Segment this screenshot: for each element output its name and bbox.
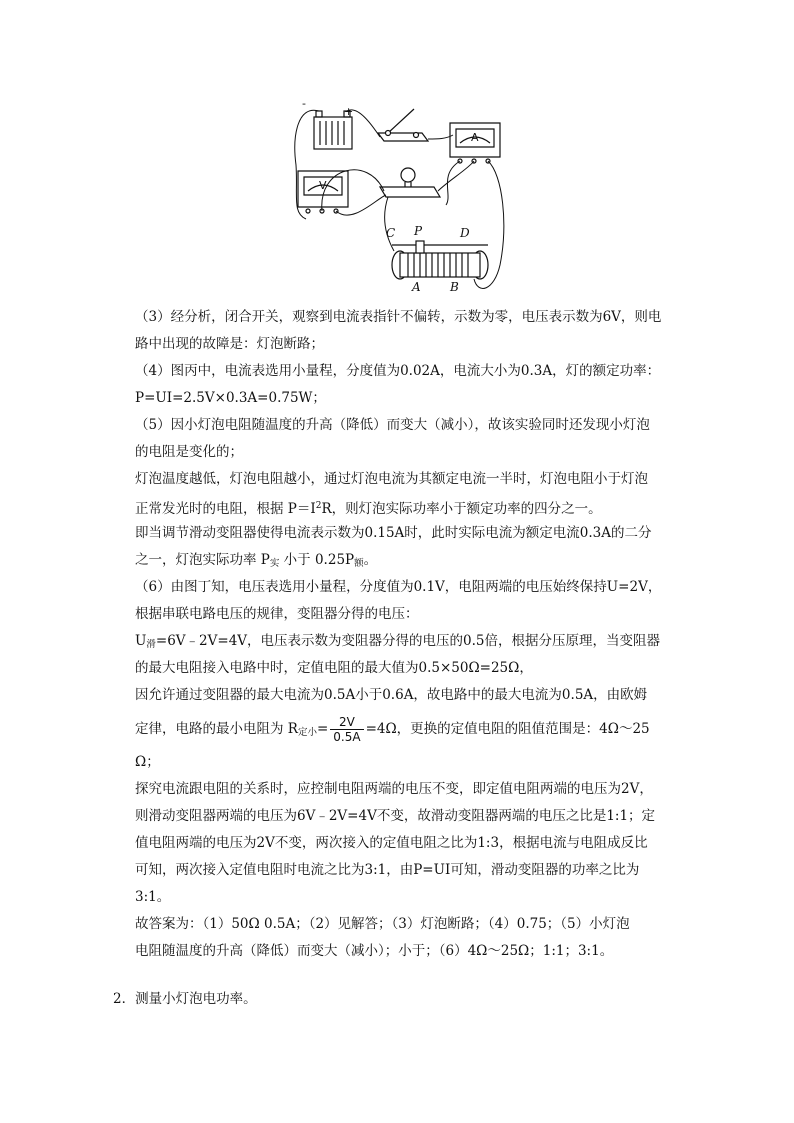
rheostat-voltage-symbol: U (135, 633, 147, 649)
answer-line-1: 故答案为：（1）50Ω 0.5A；（2）见解答；（3）灯泡断路；（4）0.75；（5）小灯泡 (135, 916, 630, 932)
para-6b-line-2: 的最大电阻接入电路中时，定值电阻的最大值为0.5×50Ω=25Ω， (135, 660, 533, 676)
para-7-line-1: 探究电流跟电阻的关系时，应控制电阻两端的电压不变，即定值电阻两端的电压为2V， (135, 781, 653, 797)
para-6-line-1: （6）由图丁知，电压表选用小量程，分度值为0.1V，电阻两端的电压始终保持U=2V， (135, 579, 662, 595)
para-5c-line-1: 即当调节滑动变阻器使得电流表示数为0.15A时，此时实际电流为额定电流0.3A的二分 (135, 525, 652, 541)
lamp (380, 168, 440, 197)
para-7-line-3: 值电阻两端的电压为2V不变，两次接入的定值电阻之比为1:3，根据电流与电阻成反比 (135, 835, 648, 851)
actual-subscript: 实 (269, 558, 280, 569)
next-question: 2．测量小灯泡电功率。 (113, 991, 257, 1007)
circuit-diagram (288, 95, 510, 295)
rheostat-label-d: D (460, 226, 470, 240)
rheostat-label-c: C (386, 226, 396, 240)
voltmeter (298, 171, 348, 213)
para-5b-line-1: 灯泡温度越低，灯泡电阻越小，通过灯泡电流为其额定电流一半时，灯泡电阻小于灯泡 (135, 471, 648, 487)
para-7-line-2: 则滑动变阻器两端的电压为6V﹣2V=4V不变，故滑动变阻器两端的电压之比是1:1；定 (135, 808, 656, 824)
para-6c-line-3: Ω； (135, 754, 160, 770)
para-5-line-1: （5）因小灯泡电阻随温度的升高（降低）而变大（减小），故该实验同时还发现小灯泡 (135, 417, 650, 433)
ammeter-letter: A (471, 131, 479, 144)
answer-line-2: 电阻随温度的升高（降低）而变大（减小）；小于；（6）4Ω～25Ω；1:1；3:1。 (135, 943, 614, 959)
para-5c-line-2 (135, 547, 680, 574)
rated-subscript: 额 (354, 558, 364, 569)
para-3-line-2: 路中出现的故障是：灯泡断路； (135, 336, 324, 352)
actual-power-end: 。 (363, 552, 378, 568)
power-formula-exponent: 2 (315, 501, 322, 511)
fraction (330, 715, 363, 744)
battery-minus-label: - (302, 97, 306, 110)
actual-power-prefix: 之一，灯泡实际功率 P (135, 552, 270, 568)
para-4-line-1: （4）图丙中，电流表选用小量程，分度值为0.02A，电流大小为0.3A，灯的额定功率： (135, 363, 661, 379)
voltmeter-letter: V (319, 179, 327, 192)
power-formula-prefix: 正常发光时的电阻，根据 P＝I (135, 501, 316, 517)
switch (378, 109, 428, 141)
rheostat-voltage-text: =6V﹣2V=4V，电压表示数为变阻器分得的电压的0.5倍，根据分压原理，当变阻器 (155, 633, 661, 649)
solution-text (135, 304, 680, 965)
rheostat-label-b: B (450, 280, 459, 294)
para-7-line-5: 3:1。 (135, 889, 171, 905)
para-5-line-2: 的电阻是变化的； (135, 444, 243, 460)
min-resistance-result: =4Ω，更换的定值电阻的阻值范围是：4Ω～25 (365, 721, 650, 737)
fraction-numerator: 2V (330, 715, 363, 730)
rheostat-label-p: P (414, 224, 423, 238)
para-5b-line-2 (135, 493, 680, 520)
para-7-line-4: 可知，两次接入定值电阻时电流之比为3:1，由P=UI可知，滑动变阻器的功率之比为 (135, 862, 640, 878)
rheostat-label-a: A (412, 280, 421, 294)
para-3-line-1: （3）经分析，闭合开关，观察到电流表指针不偏转，示数为零，电压表示数为6V，则电 (135, 309, 662, 325)
para-6c-line-2 (135, 709, 680, 749)
battery-plus-label: + (344, 105, 354, 118)
rheostat (392, 241, 488, 279)
para-6c-line-1: 因允许通过变阻器的最大电流为0.5A小于0.6A，故电路中的最大电流为0.5A，由欧姆 (135, 687, 648, 703)
para-4-line-2: P=UI=2.5V×0.3A=0.75W； (135, 390, 326, 406)
actual-power-middle: 小于 0.25P (279, 552, 355, 568)
min-resistance-subscript: 定小 (297, 727, 317, 738)
equals-sign: = (316, 721, 329, 737)
rheostat-subscript: 滑 (146, 639, 156, 650)
para-6b-line-1 (135, 628, 680, 655)
min-resistance-prefix: 定律，电路的最小电阻为 R (135, 721, 298, 737)
fraction-denominator: 0.5A (333, 730, 361, 744)
para-6-line-2: 根据串联电路电压的规律，变阻器分得的电压： (135, 606, 419, 622)
power-formula-suffix: R，则灯泡实际功率小于额定功率的四分之一。 (321, 501, 602, 517)
